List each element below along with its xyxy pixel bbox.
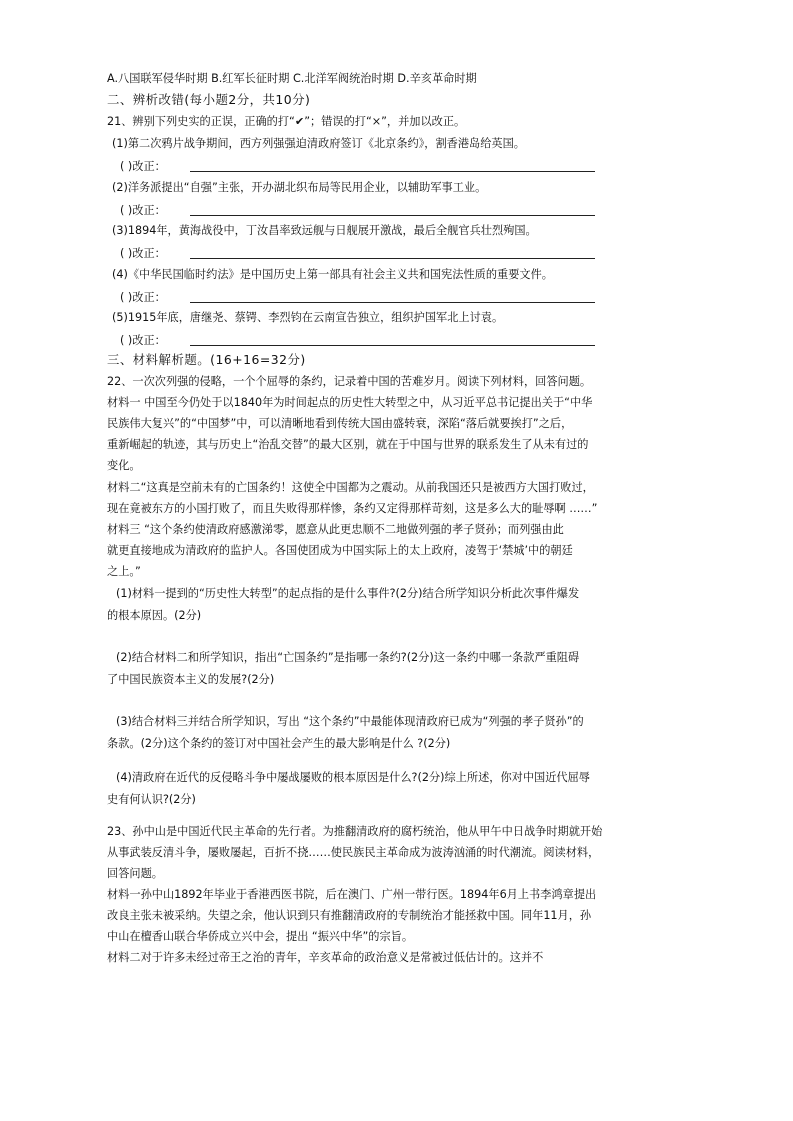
q21-item-2: (2)洋务派提出“自强”主张，开办湖北织布局等民用企业，以辅助军事工业。: [112, 181, 487, 194]
answer-label: ( )改正：: [120, 291, 166, 304]
material-3-line: 材料三 “这个条约使清政府感激涕零，愿意从此更忠顺不二地做列强的孝子贤孙；而列强由此: [107, 523, 564, 536]
material-3-line: 就更直接地成为清政府的监护人。各国使团成为中国实际上的太上政府，凌驾于‘禁城’中的朝廷: [107, 544, 573, 557]
q23-material-1-line: 改良主张未被采纳。失望之余，他认识到只有推翻清政府的专制统治才能拯救中国。同年11月，孙: [107, 909, 592, 922]
question-22-stem: 22、一次次列强的侵略，一个个屈辱的条约，记录着中国的苦难岁月。阅读下列材料，回答问题。: [107, 375, 592, 388]
q21-answer-2[interactable]: [120, 202, 166, 218]
q21-item-3: (3)1894年，黄海战役中，丁汝昌率致远舰与日舰展开激战，最后全舰官兵壮烈殉国。: [112, 224, 537, 237]
material-1-line: 重新崛起的轨迹，其与历史上“治乱交替”的最大区别，就在于中国与世界的联系发生了从未有过的: [107, 438, 589, 451]
answer-label: ( )改正：: [120, 247, 166, 260]
material-2-line: 材料二“这真是空前未有的亡国条约！这使全中国都为之震动。从前我国还只是被西方大国打败过，: [107, 481, 594, 494]
answer-underline: [190, 345, 595, 346]
q21-item-5: (5)1915年底，唐继尧、蔡锷、李烈钧在云南宣告独立，组织护国军北上讨袁。: [112, 311, 504, 324]
q21-item-1: (1)第二次鸦片战争期间，西方列强强迫清政府签订《北京条约》，割香港岛给英国。: [112, 137, 525, 150]
q22-sub-2-cont: 了中国民族资本主义的发展?(2分): [107, 673, 275, 686]
q22-sub-2: (2)结合材料二和所学知识，指出“亡国条约”是指哪一条约?(2分)这一条约中哪一条款严重阻碍: [116, 651, 580, 664]
q22-sub-3-cont: 条款。(2分)这个条约的签订对中国社会产生的最大影响是什么 ?(2分): [107, 737, 451, 750]
material-1-line: 材料一 中国至今仍处于以1840年为时间起点的历史性大转型之中，从习近平总书记提出关于“中华: [107, 396, 593, 409]
q21-answer-4[interactable]: [120, 289, 166, 305]
section-2-heading: 二、辨析改错(每小题2分，共10分): [107, 92, 311, 107]
q21-answer-1[interactable]: [120, 158, 166, 174]
material-1-line: 民族伟大复兴”的“中国梦”中，可以清晰地看到传统大国由盛转衰，深陷“落后就要挨打”之后，: [107, 417, 573, 430]
q22-sub-3: (3)结合材料三并结合所学知识，写出 “这个条约”中最能体现清政府已成为“列强的孝子贤孙”的: [116, 715, 584, 728]
answer-underline: [190, 258, 595, 259]
question-23-stem: 23、孙中山是中国近代民主革命的先行者。为推翻清政府的腐朽统治，他从甲午中日战争时期就开始: [107, 825, 603, 838]
answer-label: ( )改正：: [120, 160, 166, 173]
q21-answer-5[interactable]: [120, 332, 166, 348]
question-23-stem-cont: 回答问题。: [107, 867, 163, 880]
material-1-line: 变化。: [107, 459, 141, 472]
answer-underline: [190, 171, 595, 172]
question-20-options: A.八国联军侵华时期 B.红军长征时期 C.北洋军阀统治时期 D.辛亥革命时期: [107, 72, 477, 85]
material-2-line: 现在竟被东方的小国打败了，而且失败得那样惨，条约又定得那样苛刻，这是多么大的耻辱啊 ……”: [107, 502, 598, 515]
q23-material-1-line: 材料一孙中山1892年毕业于香港西医书院，后在澳门、广州一带行医。1894年6月上书李鸿章提出: [107, 888, 597, 901]
section-3-heading: 三、材料解析题。(16+16=32分): [107, 352, 306, 367]
q22-sub-4: (4)清政府在近代的反侵略斗争中屡战屡败的根本原因是什么?(2分)综上所述，你对中国近代屈辱: [116, 771, 590, 784]
q23-material-2-line: 材料二对于许多未经过帝王之治的青年，辛亥革命的政治意义是常被过低估计的。这并不: [107, 951, 544, 964]
question-23-stem-cont: 从事武装反清斗争，屡败屡起，百折不挠……使民族民主革命成为波涛汹涌的时代潮流。阅读材料，: [107, 846, 600, 859]
q22-sub-1-cont: 的根本原因。(2分): [107, 609, 202, 622]
question-21-stem: 21、辨别下列史实的正误，正确的打“✔”；错误的打“×”，并加以改正。: [107, 115, 466, 128]
q22-sub-4-cont: 史有何认识?(2分): [107, 793, 196, 806]
q21-item-4: (4)《中华民国临时约法》是中国历史上第一部具有社会主义共和国宪法性质的重要文件。: [112, 268, 553, 281]
answer-underline: [190, 215, 595, 216]
q22-sub-1: (1)材料一提到的“历史性大转型”的起点指的是什么事件?(2分)结合所学知识分析此次事件爆发: [116, 587, 580, 600]
answer-underline: [190, 302, 595, 303]
material-3-line: 之上。”: [107, 565, 141, 578]
answer-label: ( )改正：: [120, 204, 166, 217]
q21-answer-3[interactable]: [120, 245, 166, 261]
q23-material-1-line: 中山在檀香山联合华侨成立兴中会，提出 “振兴中华”的宗旨。: [107, 930, 414, 943]
answer-label: ( )改正：: [120, 334, 166, 347]
